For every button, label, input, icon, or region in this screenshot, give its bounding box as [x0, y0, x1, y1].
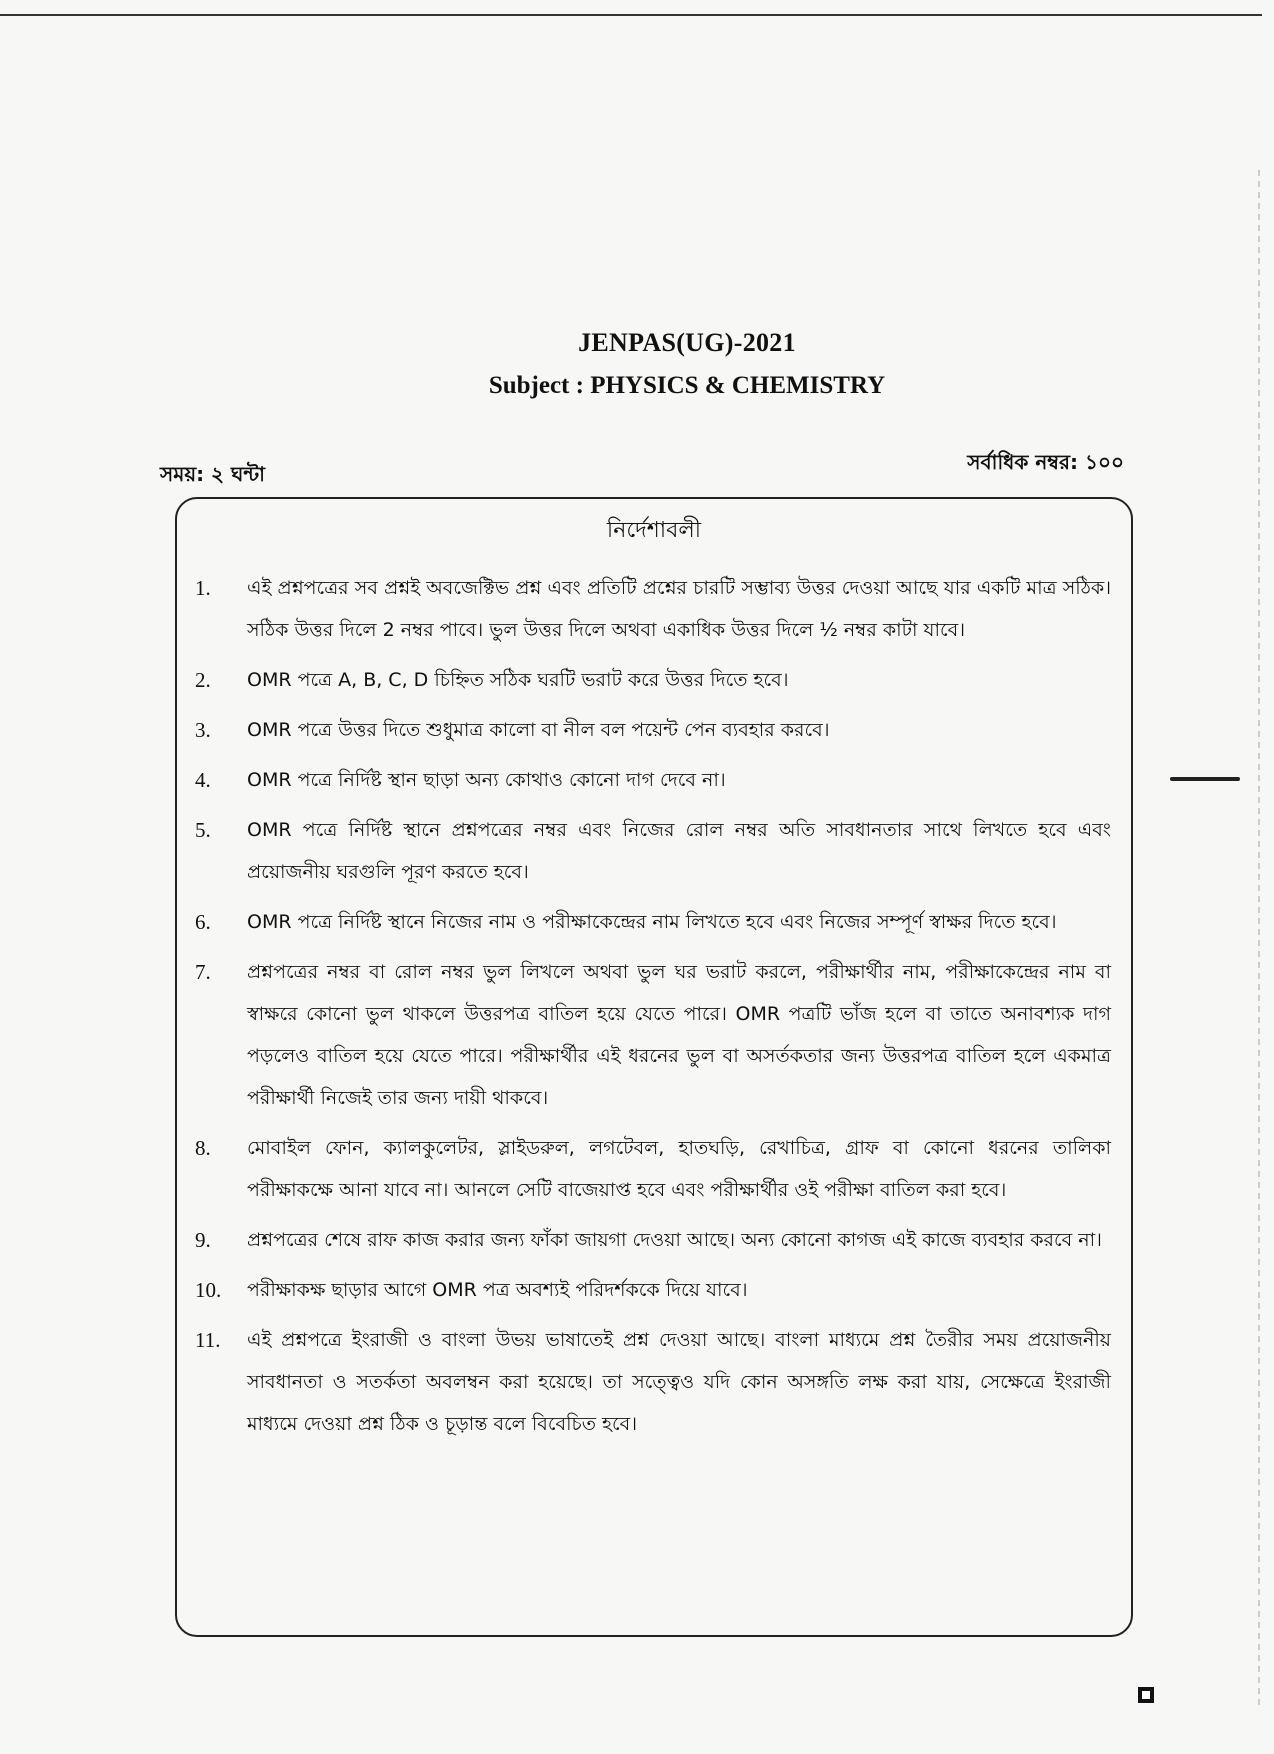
- instruction-text: মোবাইল ফোন, ক্যালকুলেটর, স্লাইডরুল, লগটেবল, হাতঘড়ি, রেখাচিত্র, গ্রাফ বা কোনো ধরনের তালিকা পরীক্ষাকক্ষে আনা যাবে না। আনলে সেটি বাজেয়াপ্ত হবে এবং পরীক্ষার্থীর ওই পরীক্ষা বাতিল করা হবে।: [247, 1137, 1111, 1201]
- instruction-item: [195, 901, 1111, 943]
- instruction-item: [195, 951, 1111, 1119]
- instruction-number: 9.: [195, 1228, 211, 1252]
- instruction-number: 5.: [195, 818, 211, 842]
- instructions-list: [195, 567, 1111, 1453]
- scan-edge: [1258, 170, 1260, 1710]
- instruction-number: 4.: [195, 768, 211, 792]
- exam-subject: Subject : PHYSICS & CHEMISTRY: [488, 372, 886, 399]
- instruction-text: OMR পত্রে নির্দিষ্ট স্থানে নিজের নাম ও পরীক্ষাকেন্দ্রের নাম লিখতে হবে এবং নিজের সম্পূর্ণ স্বাক্ষর দিতে হবে।: [247, 911, 1057, 933]
- instruction-number: 3.: [195, 718, 211, 742]
- instruction-text: এই প্রশ্নপত্রের সব প্রশ্নই অবজেক্টিভ প্রশ্ন এবং প্রতিটি প্রশ্নের চারটি সম্ভাব্য উত্তর দেওয়া আছে যার একটি মাত্র সঠিক। সঠিক উত্তর দিলে 2 নম্বর পাবে। ভুল উত্তর দিলে অথবা একাধিক উত্তর দিলে ½ নম্বর কাটা যাবে।: [247, 577, 1111, 641]
- instruction-text: প্রশ্নপত্রের নম্বর বা রোল নম্বর ভুল লিখলে অথবা ভুল ঘর ভরাট করলে, পরীক্ষার্থীর নাম, পরীক্ষাকেন্দ্রের নাম বা স্বাক্ষরে কোনো ভুল থাকলে উত্তরপত্র বাতিল হয়ে যেতে পারে। OMR পত্রটি ভাঁজ হলে বা তাতে অনাবশ্যক দাগ পড়লেও বাতিল হয়ে যেতে পারে। পরীক্ষার্থীর এই ধরনের ভুল বা অসর্তকতার জন্য উত্তরপত্র বাতিল হলে একমাত্র পরীক্ষার্থী নিজেই তার জন্য দায়ী থাকবে।: [247, 961, 1111, 1109]
- instruction-number: 10.: [195, 1278, 222, 1302]
- instruction-text: OMR পত্রে A, B, C, D চিহ্নিত সঠিক ঘরটি ভরাট করে উত্তর দিতে হবে।: [247, 669, 789, 691]
- instruction-item: [195, 1127, 1111, 1211]
- instruction-item: [195, 567, 1111, 651]
- corner-square-mark: [1138, 1687, 1154, 1703]
- instruction-number: 7.: [195, 960, 211, 984]
- instruction-number: 6.: [195, 910, 211, 934]
- instruction-number: 1.: [195, 576, 211, 600]
- instruction-text: এই প্রশ্নপত্রে ইংরাজী ও বাংলা উভয় ভাষাতেই প্রশ্ন দেওয়া আছে। বাংলা মাধ্যমে প্রশ্ন তৈরীর সময় প্রয়োজনীয় সাবধানতা ও সতর্কতা অবলম্বন করা হয়েছে। তা সত্ত্বেও যদি কোন অসঙ্গতি লক্ষ করা যায়, সেক্ষেত্রে ইংরাজী মাধ্যমে দেওয়া প্রশ্ন ঠিক ও চূড়ান্ত বলে বিবেচিত হবে।: [247, 1329, 1111, 1435]
- instruction-text: পরীক্ষাকক্ষ ছাড়ার আগে OMR পত্র অবশ্যই পরিদর্শককে দিয়ে যাবে।: [247, 1279, 748, 1301]
- exam-title: JENPAS(UG)-2021: [578, 328, 796, 357]
- instructions-box: [175, 497, 1133, 1637]
- instruction-item: [195, 1319, 1111, 1445]
- instruction-item: [195, 1219, 1111, 1261]
- instructions-title: নির্দেশাবলী: [606, 518, 702, 543]
- instruction-text: প্রশ্নপত্রের শেষে রাফ কাজ করার জন্য ফাঁকা জায়গা দেওয়া আছে। অন্য কোনো কাগজ এই কাজে ব্যবহার করবে না।: [247, 1229, 1102, 1251]
- instruction-number: 8.: [195, 1136, 211, 1160]
- instruction-item: [195, 759, 1111, 801]
- edge-mark: [1170, 777, 1240, 781]
- instruction-item: [195, 709, 1111, 751]
- instruction-item: [195, 659, 1111, 701]
- instruction-item: [195, 809, 1111, 893]
- instruction-item: [195, 1269, 1111, 1311]
- top-rule: [0, 14, 1262, 16]
- instruction-number: 11.: [195, 1328, 221, 1352]
- time-allowed: সময়: ২ ঘন্টা: [160, 462, 265, 486]
- instruction-text: OMR পত্রে নির্দিষ্ট স্থানে প্রশ্নপত্রের নম্বর এবং নিজের রোল নম্বর অতি সাবধানতার সাথে লিখতে হবে এবং প্রয়োজনীয় ঘরগুলি পূরণ করতে হবে।: [247, 819, 1111, 883]
- instruction-number: 2.: [195, 668, 211, 692]
- full-marks: সর্বাধিক নম্বর: ১০০: [967, 450, 1124, 474]
- instruction-text: OMR পত্রে উত্তর দিতে শুধুমাত্র কালো বা নীল বল পয়েন্ট পেন ব্যবহার করবে।: [247, 719, 830, 741]
- instruction-text: OMR পত্রে নির্দিষ্ট স্থান ছাড়া অন্য কোথাও কোনো দাগ দেবে না।: [247, 769, 726, 791]
